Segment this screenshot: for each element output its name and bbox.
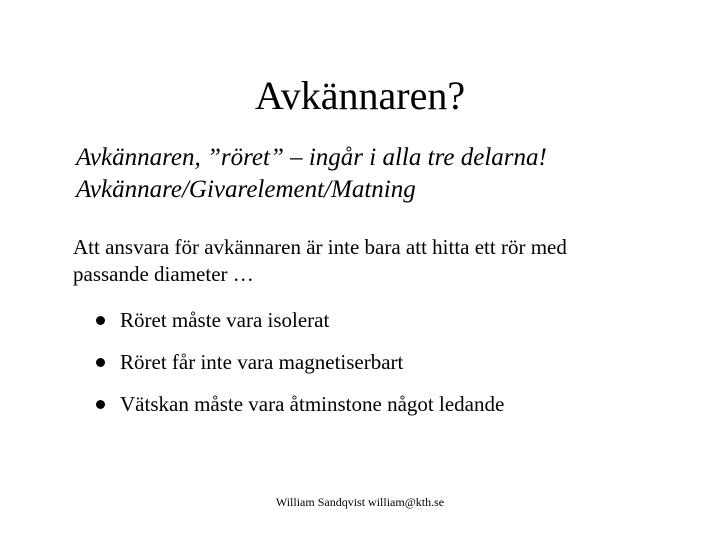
bullet-text: Röret får inte vara magnetiserbart bbox=[120, 350, 404, 374]
bullet-dot-icon bbox=[96, 400, 105, 409]
bullet-item bbox=[0, 305, 720, 347]
intro-line-2: passande diameter … bbox=[73, 262, 254, 286]
bullet-text: Vätskan måste vara åtminstone något ledande bbox=[120, 392, 505, 416]
bullet-item bbox=[0, 347, 720, 389]
bullet-item bbox=[0, 389, 720, 431]
intro-paragraph bbox=[73, 234, 693, 288]
subtitle bbox=[76, 142, 696, 206]
slide-title: Avkännaren? bbox=[254, 73, 466, 118]
footer-author: William Sandqvist william@kth.se bbox=[275, 495, 445, 509]
subtitle-line-2: Avkännare/Givarelement/Matning bbox=[76, 176, 416, 203]
bullet-dot-icon bbox=[96, 316, 105, 325]
subtitle-line-1: Avkännaren, ”röret” – ingår i alla tre delarna! bbox=[76, 144, 547, 171]
bullet-dot-icon bbox=[96, 358, 105, 367]
intro-line-1: Att ansvara för avkännaren är inte bara att hitta ett rör med bbox=[73, 235, 567, 259]
bullet-text: Röret måste vara isolerat bbox=[120, 308, 330, 332]
bullet-list bbox=[0, 305, 720, 431]
